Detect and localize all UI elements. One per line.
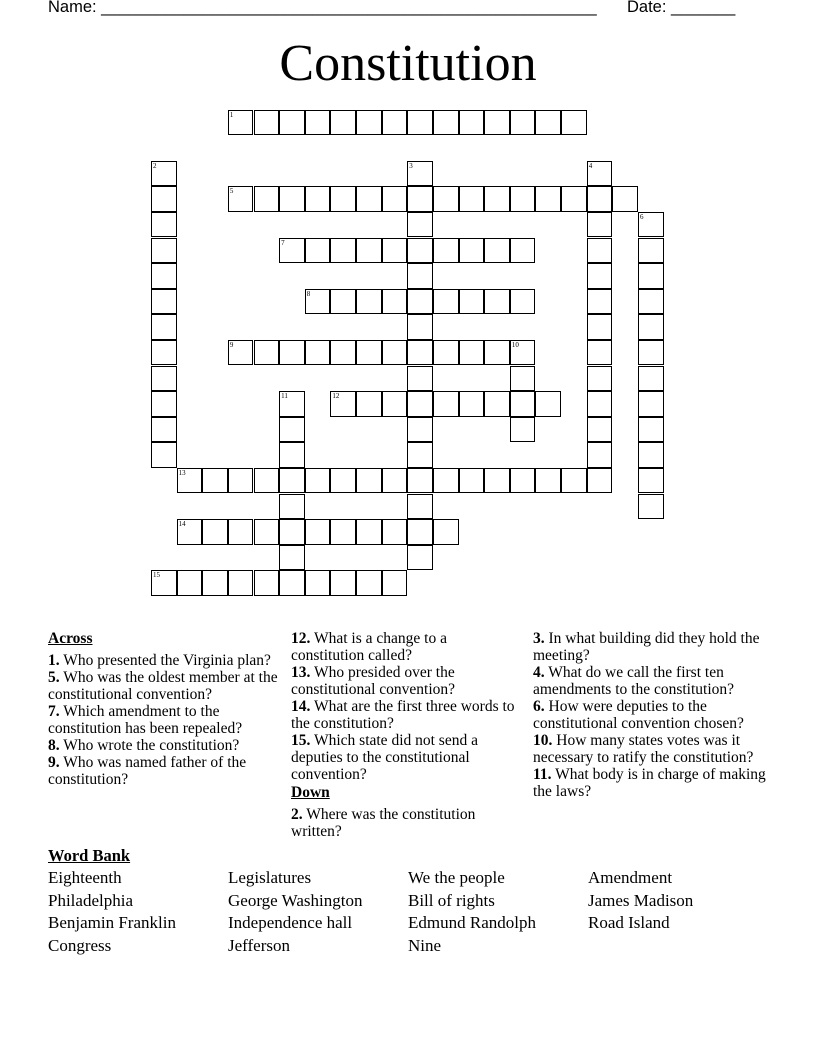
crossword-cell[interactable] (330, 110, 356, 136)
clue-across-13: 13. Who presided over the constitutional convention? (291, 664, 456, 698)
crossword-cell[interactable] (330, 519, 356, 545)
crossword-cell[interactable] (305, 519, 331, 545)
crossword-cell[interactable] (254, 340, 280, 366)
crossword-cell[interactable] (407, 263, 433, 289)
crossword-cell[interactable] (638, 263, 664, 289)
crossword-cell[interactable] (254, 186, 280, 212)
crossword-cell[interactable] (356, 391, 382, 417)
crossword-cell[interactable] (151, 289, 177, 315)
crossword-cell[interactable] (638, 314, 664, 340)
crossword-cell[interactable] (587, 238, 613, 264)
crossword-cell[interactable] (433, 110, 459, 136)
clue-number: 10 (511, 340, 519, 349)
crossword-cell[interactable] (433, 238, 459, 264)
crossword-cell[interactable] (638, 417, 664, 443)
crossword-cell[interactable] (561, 110, 587, 136)
crossword-cell[interactable] (330, 340, 356, 366)
clue-number: 14 (178, 520, 186, 529)
crossword-cell[interactable] (459, 238, 485, 264)
clue-down-3: 3. In what building did they hold the meeting? (533, 630, 760, 664)
crossword-cell[interactable] (510, 186, 536, 212)
crossword-cell[interactable] (407, 417, 433, 443)
word-bank-heading: Word Bank (48, 846, 131, 865)
crossword-cell[interactable] (228, 110, 254, 136)
crossword-cell[interactable] (535, 468, 561, 494)
crossword-cell[interactable] (612, 186, 638, 212)
word-bank-item: George Washington (228, 890, 363, 910)
crossword-cell[interactable] (407, 314, 433, 340)
crossword-cell[interactable] (279, 110, 305, 136)
crossword-cell[interactable] (459, 186, 485, 212)
word-bank-item: James Madison (588, 890, 694, 910)
crossword-cell[interactable] (330, 238, 356, 264)
crossword-cell[interactable] (151, 238, 177, 264)
crossword-cell[interactable] (407, 289, 433, 315)
crossword-cell[interactable] (330, 186, 356, 212)
crossword-cell[interactable] (407, 110, 433, 136)
crossword-cell[interactable] (151, 391, 177, 417)
crossword-cell[interactable] (407, 186, 433, 212)
crossword-cell[interactable] (638, 494, 664, 520)
word-bank-item: Bill of rights (408, 890, 495, 910)
crossword-cell[interactable] (228, 340, 254, 366)
crossword-cell[interactable] (305, 186, 331, 212)
date-field-label[interactable]: Date: _______ (627, 0, 736, 16)
crossword-cell[interactable] (638, 468, 664, 494)
crossword-cell[interactable] (151, 340, 177, 366)
crossword-cell[interactable] (510, 340, 536, 366)
crossword-cell[interactable] (587, 161, 613, 187)
crossword-cell[interactable] (151, 417, 177, 443)
crossword-cell[interactable] (279, 570, 305, 596)
crossword-cell[interactable] (535, 110, 561, 136)
clue-number: 2 (153, 161, 157, 170)
crossword-cell[interactable] (587, 314, 613, 340)
crossword-cell[interactable] (484, 391, 510, 417)
crossword-cell[interactable] (382, 570, 408, 596)
across-heading: Across (48, 630, 93, 647)
crossword-cell[interactable] (484, 110, 510, 136)
crossword-cell[interactable] (305, 289, 331, 315)
crossword-cell[interactable] (484, 289, 510, 315)
word-bank-item: Nine (408, 935, 442, 955)
crossword-cell[interactable] (356, 110, 382, 136)
crossword-cell[interactable] (382, 519, 408, 545)
down-heading: Down (291, 784, 330, 801)
crossword-cell[interactable] (510, 110, 536, 136)
crossword-cell[interactable] (356, 519, 382, 545)
clue-across-1: 1. Who presented the Virginia plan? (48, 652, 271, 669)
crossword-cell[interactable] (356, 570, 382, 596)
crossword-cell[interactable] (382, 340, 408, 366)
word-bank-item: Philadelphia (48, 890, 133, 910)
crossword-cell[interactable] (510, 366, 536, 392)
word-bank-item: Independence hall (228, 913, 353, 933)
word-bank-item: Road Island (588, 913, 670, 933)
crossword-cell[interactable] (382, 238, 408, 264)
crossword-cell[interactable] (587, 391, 613, 417)
crossword-cell[interactable] (407, 442, 433, 468)
clue-down-2: 2. Where was the constitution written? (291, 806, 476, 840)
crossword-cell[interactable] (638, 442, 664, 468)
crossword-cell[interactable] (587, 289, 613, 315)
word-bank-item: Edmund Randolph (408, 913, 536, 933)
crossword-cell[interactable] (561, 468, 587, 494)
crossword-cell[interactable] (254, 468, 280, 494)
crossword-cell[interactable] (356, 468, 382, 494)
crossword-cell[interactable] (151, 186, 177, 212)
crossword-cell[interactable] (279, 417, 305, 443)
crossword-cell[interactable] (459, 468, 485, 494)
crossword-cell[interactable] (254, 110, 280, 136)
clue-across-8: 8. Who wrote the constitution? (48, 737, 240, 754)
word-bank-item: Legislatures (228, 868, 312, 887)
clue-number: 8 (306, 289, 311, 298)
crossword-cell[interactable] (433, 519, 459, 545)
crossword-cell[interactable] (433, 340, 459, 366)
crossword-cell[interactable] (151, 570, 177, 596)
crossword-cell[interactable] (407, 494, 433, 520)
clues-column-1 (48, 630, 280, 788)
name-field-label[interactable]: Name: ______________________________________________________ (48, 0, 597, 16)
crossword-cell[interactable] (305, 340, 331, 366)
clue-number: 9 (229, 340, 234, 349)
crossword-cell[interactable] (202, 570, 228, 596)
crossword-cell[interactable] (433, 468, 459, 494)
crossword-cell[interactable] (330, 468, 356, 494)
crossword-cell[interactable] (433, 391, 459, 417)
crossword-cell[interactable] (356, 186, 382, 212)
crossword-cell[interactable] (433, 289, 459, 315)
word-bank-item: Congress (48, 935, 112, 955)
crossword-cell[interactable] (279, 238, 305, 264)
crossword-cell[interactable] (587, 417, 613, 443)
crossword-cell[interactable] (254, 570, 280, 596)
crossword-cell[interactable] (279, 442, 305, 468)
crossword-cell[interactable] (202, 468, 228, 494)
clue-down-6: 6. How were deputies to the constitutional convention chosen? (533, 698, 744, 732)
crossword-cell[interactable] (407, 340, 433, 366)
clue-across-15: 15. Which state did not send a deputies to the constitutional convention? (291, 732, 478, 783)
crossword-cell[interactable] (279, 468, 305, 494)
crossword-cell[interactable] (151, 314, 177, 340)
crossword-cell[interactable] (510, 238, 536, 264)
clue-across-9: 9. Who was named father of the constitution? (48, 754, 247, 788)
crossword-cell[interactable] (587, 366, 613, 392)
crossword-cell[interactable] (356, 340, 382, 366)
crossword-cell[interactable] (407, 161, 433, 187)
clue-number: 5 (229, 187, 234, 196)
clue-number: 7 (281, 238, 285, 247)
crossword-cell[interactable] (382, 186, 408, 212)
crossword-cell[interactable] (407, 366, 433, 392)
word-bank-item: Benjamin Franklin (48, 913, 176, 933)
crossword-cell[interactable] (382, 110, 408, 136)
clue-number: 3 (409, 161, 413, 170)
word-bank-item: Eighteenth (48, 868, 122, 887)
crossword-cell[interactable] (305, 570, 331, 596)
word-bank-item: We the people (408, 868, 505, 887)
crossword-cell[interactable] (382, 468, 408, 494)
crossword-cell[interactable] (151, 366, 177, 392)
crossword-cell[interactable] (356, 289, 382, 315)
crossword-cell[interactable] (638, 340, 664, 366)
crossword-cell[interactable] (279, 494, 305, 520)
crossword-cell[interactable] (305, 468, 331, 494)
clue-across-12: 12. What is a change to a constitution called? (291, 630, 447, 664)
crossword-cell[interactable] (228, 519, 254, 545)
clue-number: 4 (588, 161, 593, 170)
page-title: Constitution (279, 35, 537, 92)
crossword-cell[interactable] (433, 186, 459, 212)
crossword-cell[interactable] (638, 212, 664, 238)
crossword-cell[interactable] (279, 186, 305, 212)
crossword-cell[interactable] (484, 238, 510, 264)
crossword-cell[interactable] (587, 340, 613, 366)
crossword-cell[interactable] (228, 468, 254, 494)
crossword-cell[interactable] (279, 340, 305, 366)
crossword-cell[interactable] (177, 468, 203, 494)
crossword-cell[interactable] (459, 289, 485, 315)
crossword-cell[interactable] (510, 289, 536, 315)
crossword-cell[interactable] (279, 391, 305, 417)
word-bank-item: Jefferson (228, 935, 290, 955)
crossword-cell[interactable] (459, 340, 485, 366)
crossword-cell[interactable] (356, 238, 382, 264)
crossword-cell[interactable] (535, 391, 561, 417)
crossword-cell[interactable] (484, 468, 510, 494)
crossword-cell[interactable] (484, 186, 510, 212)
clue-down-10: 10. How many states votes was it necessary to ratify the constitution? (533, 732, 754, 766)
clues-column-2 (291, 630, 521, 840)
crossword-cell[interactable] (407, 212, 433, 238)
crossword-cell[interactable] (177, 570, 203, 596)
crossword-cell[interactable] (510, 391, 536, 417)
crossword-cell[interactable] (279, 519, 305, 545)
crossword-cell[interactable] (382, 391, 408, 417)
crossword-cell[interactable] (330, 289, 356, 315)
crossword-cell[interactable] (587, 212, 613, 238)
clue-down-11: 11. What body is in charge of making the laws? (533, 766, 766, 800)
clue-across-5: 5. Who was the oldest member at the constitutional convention? (48, 669, 278, 703)
clue-number: 12 (332, 392, 340, 401)
crossword-cell[interactable] (177, 519, 203, 545)
clue-down-4: 4. What do we call the first ten amendments to the constitution? (533, 664, 735, 698)
crossword-cell[interactable] (305, 238, 331, 264)
clue-number: 15 (153, 571, 160, 580)
crossword-cell[interactable] (151, 263, 177, 289)
crossword-cell[interactable] (638, 238, 664, 264)
crossword-cell[interactable] (254, 519, 280, 545)
clue-number: 1 (229, 110, 234, 119)
crossword-cell[interactable] (459, 110, 485, 136)
crossword-cell[interactable] (228, 186, 254, 212)
crossword-cell[interactable] (330, 391, 356, 417)
crossword-cell[interactable] (330, 570, 356, 596)
clue-across-7: 7. Which amendment to the constitution has been repealed? (48, 703, 243, 737)
crossword-cell[interactable] (151, 161, 177, 187)
clue-number: 13 (178, 468, 186, 477)
crossword-cell[interactable] (279, 545, 305, 571)
crossword-cell[interactable] (382, 289, 408, 315)
crossword-cell[interactable] (407, 545, 433, 571)
crossword-cell[interactable] (561, 186, 587, 212)
crossword-cell[interactable] (459, 391, 485, 417)
crossword-cell[interactable] (510, 417, 536, 443)
crossword-cell[interactable] (638, 366, 664, 392)
crossword-cell[interactable] (202, 519, 228, 545)
clues-column-3 (533, 630, 773, 800)
crossword-cell[interactable] (228, 570, 254, 596)
crossword-cell[interactable] (587, 186, 613, 212)
crossword-cell[interactable] (510, 468, 536, 494)
crossword-cell[interactable] (407, 391, 433, 417)
crossword-cell[interactable] (587, 263, 613, 289)
clue-number: 11 (281, 392, 288, 401)
clue-number: 6 (639, 212, 644, 221)
crossword-cell[interactable] (484, 340, 510, 366)
crossword-cell[interactable] (587, 442, 613, 468)
crossword-cell[interactable] (407, 519, 433, 545)
crossword-cell[interactable] (151, 442, 177, 468)
crossword-cell[interactable] (587, 468, 613, 494)
crossword-cell[interactable] (305, 110, 331, 136)
crossword-cell[interactable] (638, 391, 664, 417)
crossword-cell[interactable] (151, 212, 177, 238)
crossword-cell[interactable] (407, 468, 433, 494)
word-bank-item: Amendment (588, 868, 673, 887)
clue-across-14: 14. What are the first three words to the constitution? (291, 698, 515, 732)
crossword-cell[interactable] (535, 186, 561, 212)
crossword-cell[interactable] (407, 238, 433, 264)
crossword-cell[interactable] (638, 289, 664, 315)
